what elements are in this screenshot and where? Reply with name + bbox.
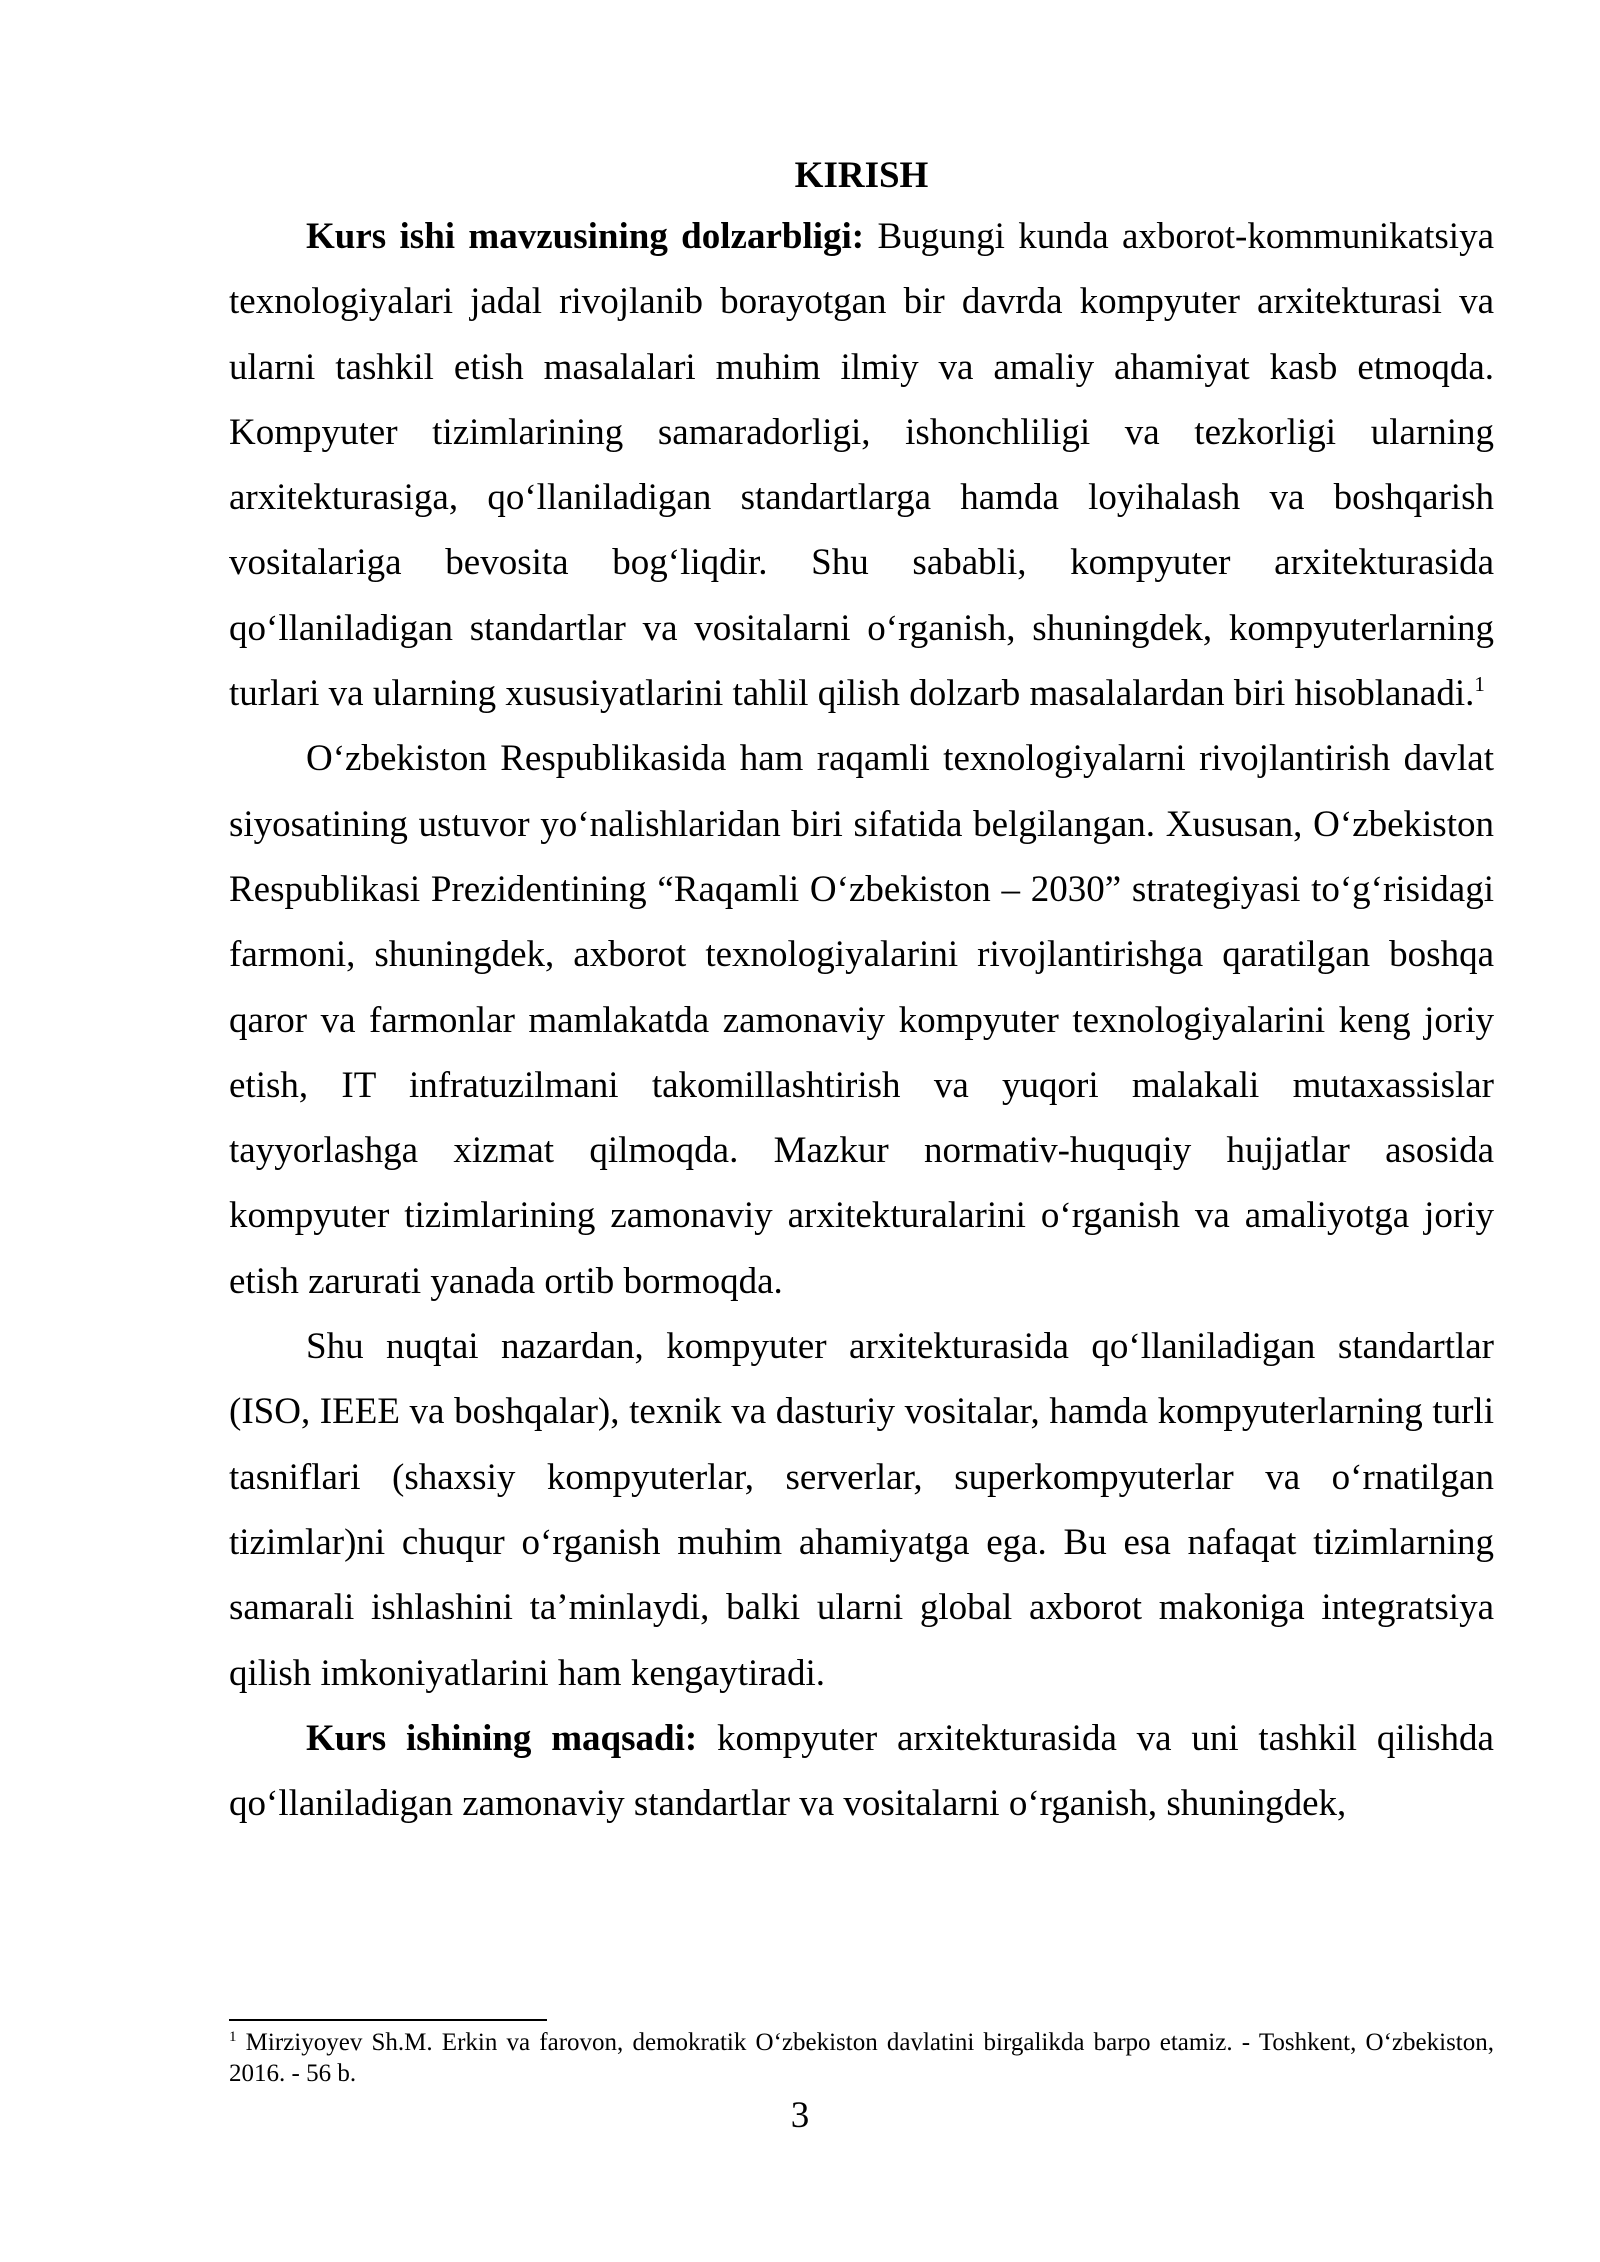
paragraph-lead-goal: Kurs ishining maqsadi: xyxy=(306,1717,698,1759)
paragraph-lead-relevance: Kurs ishi mavzusining dolzarbligi: xyxy=(306,216,865,257)
section-heading: KIRISH xyxy=(794,155,929,196)
paragraph-text-relevance: Bugungi kunda axborot-kommunikatsiya texnologiyalari jadal rivojlanib borayotgan bir davrda kompyuter arxitekturasi va ularni tashkil etish masalalari muhim ilmiy va amaliy ahamiyat kasb etmoqda. Kompyuter tizimlarining samaradorligi, ishonchliligi va tezkorligi ularning arxitekturasiga, qo‘llaniladigan standartlarga hamda loyihalash va boshqarish vositalariga bevosita bog‘liqdir. Shu sababli, kompyuter arxitekturasida qo‘llaniladigan standartlar va vositalarni o‘rganish, shuningdek, kompyuterlarning turlari va ularning xususiyatlarini tahlil qilish dolzarb masalalardan biri hisoblanadi. xyxy=(229,216,1494,715)
paragraph-relevance xyxy=(229,204,1494,726)
footnote xyxy=(229,2027,1494,2089)
main-content xyxy=(229,148,1494,1836)
footnote-reference[interactable]: 1 xyxy=(1474,672,1485,697)
footnote-text: Mirziyoyev Sh.M. Erkin va farovon, demokratik O‘zbekiston davlatini birgalikda barpo etamiz. - Toshkent, O‘zbekiston, 2016. - 56 b. xyxy=(229,2029,1494,2087)
footnote-divider xyxy=(229,2019,547,2021)
paragraph-text-goal: kompyuter arxitekturasida va uni tashkil qilishda qo‘llaniladigan zamonaviy standartlar va vositalarni o‘rganish, shuningdek, xyxy=(229,1717,1494,1825)
paragraph-text-standards: Shu nuqtai nazardan, kompyuter arxitekturasida qo‘llaniladigan standartlar (ISO, IEEE va boshqalar), texnik va dasturiy vositalar, hamda kompyuterlarning turli tasniflari (shaxsiy kompyuterlar, serverlar, superkompyuterlar va o‘rnatilgan tizimlar)ni chuqur o‘rganish muhim ahamiyatga ega. Bu esa nafaqat tizimlarning samarali ishlashini ta’minlaydi, balki ularni global axborot makoniga integratsiya qilish imkoniyatlarini ham kengaytiradi. xyxy=(229,1326,1494,1694)
paragraph-text-state-policy: O‘zbekiston Respublikasida ham raqamli texnologiyalarni rivojlantirish davlat siyosatining ustuvor yo‘nalishlaridan biri sifatida belgilangan. Xususan, O‘zbekiston Respublikasi Prezidentining “Raqamli O‘zbekiston – 2030” strategiyasi to‘g‘risidagi farmoni, shuningdek, axborot texnologiyalarini rivojlantirishga qaratilgan boshqa qaror va farmonlar mamlakatda zamonaviy kompyuter texnologiyalarini keng joriy etish, IT infratuzilmani takomillashtirish va yuqori malakali mutaxassislar tayyorlashga xizmat qilmoqda. Mazkur normativ-huquqiy hujjatlar asosida kompyuter tizimlarining zamonaviy arxitekturalarini o‘rganish va amaliyotga joriy etish zarurati yanada ortib bormoqda. xyxy=(229,738,1494,1302)
footnote-number: 1 xyxy=(229,2029,237,2045)
paragraph-standards xyxy=(229,1314,1494,1706)
paragraph-state-policy xyxy=(229,726,1494,1314)
page-number: 3 xyxy=(790,2095,810,2136)
paragraph-goal xyxy=(229,1706,1494,1837)
